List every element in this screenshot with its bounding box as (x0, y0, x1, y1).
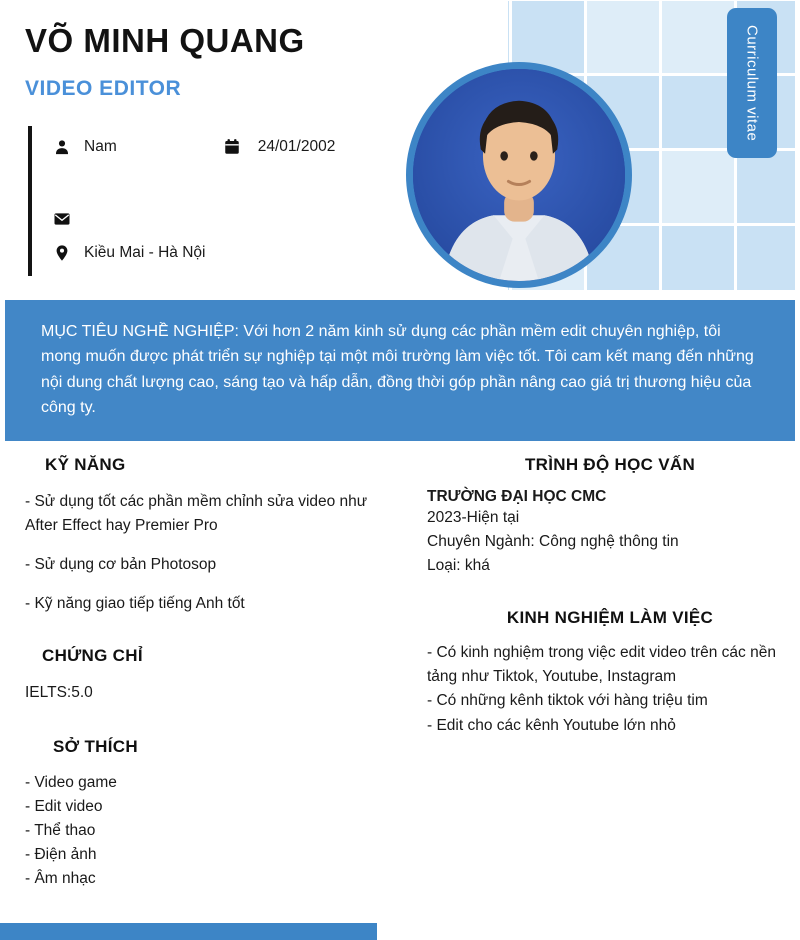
birth-date-value: 24/01/2002 (257, 138, 336, 155)
grid-light-cell (584, 0, 734, 73)
candidate-title: VIDEO EDITOR (25, 77, 182, 100)
skill-item: - Sử dụng cơ bản Photosop (25, 556, 217, 574)
gender-and-dob-row (53, 138, 335, 156)
right-column (427, 455, 793, 738)
experience-list (427, 641, 793, 737)
person-icon (53, 138, 71, 156)
experience-heading: KINH NGHIỆM LÀM VIỆC (506, 608, 714, 628)
certificate-item: IELTS:5.0 (25, 684, 93, 702)
bottom-accent-bar (0, 923, 377, 940)
hobby-list (25, 771, 395, 891)
gender-value: Nam (84, 138, 117, 155)
address-value: Kiều Mai - Hà Nội (84, 244, 206, 261)
hobby-item: - Edit video (25, 798, 103, 816)
calendar-icon (223, 138, 241, 156)
education-school: TRƯỜNG ĐẠI HỌC CMC (427, 488, 607, 505)
personal-info-block (28, 126, 398, 276)
hobby-item: - Điện ảnh (25, 846, 97, 864)
envelope-icon (53, 210, 71, 228)
career-objective-banner: MỤC TIÊU NGHỀ NGHIỆP: Với hơn 2 năm kinh sử dụng các phần mềm edit chuyên nghiệp, tôi mong muốn được phát triển sự nghiệp tại một môi trường làm việc tốt. Tôi cam kết mang đến những nội dung chất lượng cao, sáng tạo và hấp dẫn, đồng thời góp phần nâng cao giá trị thương hiệu của công ty. (5, 300, 795, 441)
education-heading: TRÌNH ĐỘ HỌC VẤN (524, 455, 696, 474)
education-line: Chuyên Ngành: Công nghệ thông tin (427, 533, 679, 551)
education-line: Loại: khá (427, 557, 490, 575)
curriculum-vitae-tab: Curriculum vitae (727, 8, 777, 158)
certificates-heading: CHỨNG CHỈ (42, 646, 143, 666)
hobby-item: - Âm nhạc (25, 870, 96, 888)
skill-item: - Kỹ năng giao tiếp tiếng Anh tốt (25, 595, 245, 613)
email-row (53, 210, 71, 228)
dob-group (223, 138, 336, 156)
hobby-item: - Thể thao (25, 822, 96, 840)
education-line: 2023-Hiện tại (427, 509, 520, 526)
profile-photo-illustration (413, 69, 625, 281)
hobby-item: - Video game (25, 774, 117, 792)
location-pin-icon (53, 244, 71, 262)
experience-item: - Có kinh nghiệm trong việc edit video trên các nền tảng như Tiktok, Youtube, Instagram (427, 644, 776, 685)
address-row (53, 244, 205, 262)
left-column (25, 455, 395, 891)
experience-item: - Edit cho các kênh Youtube lớn nhỏ (427, 716, 676, 734)
hobbies-heading: SỞ THÍCH (53, 737, 138, 757)
skill-item: - Sử dụng tốt các phần mềm chỉnh sửa video như After Effect hay Premier Pro (25, 493, 368, 535)
skills-heading: KỸ NĂNG (45, 455, 126, 474)
profile-photo (406, 62, 632, 288)
experience-item: - Có những kênh tiktok với hàng triệu tim (427, 692, 708, 710)
grid-light-cell (659, 148, 734, 223)
candidate-name: VÕ MINH QUANG (25, 22, 305, 59)
